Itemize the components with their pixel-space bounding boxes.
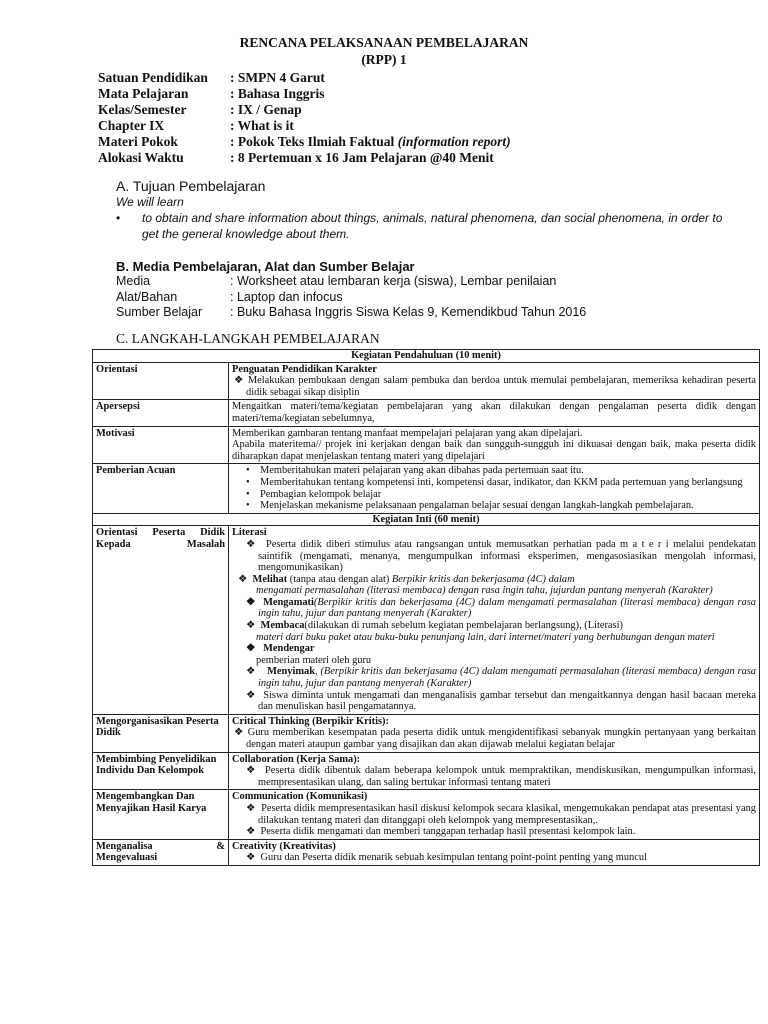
diamond-bullet-icon: ❖ xyxy=(234,727,245,739)
list-item xyxy=(232,597,756,620)
row-content xyxy=(229,752,760,790)
identity-row xyxy=(98,86,511,102)
row-content: Mengaitkan materi/tema/kegiatan pembelajaran yang akan dilakukan dengan pengalaman peserta didik dengan materi/tema/kegiatan sebelumnya, xyxy=(229,400,760,426)
row-label: Orientasi Peserta Didik Kepada Masalah xyxy=(93,526,229,715)
list-item-text: Peserta didik dibentuk dalam beberapa kelompok untuk mempraktikan, mendiskusikan, mengumpulkan informasi, mempresentasikan ulang, dan saling bertukar informasi tentang materi xyxy=(258,765,756,788)
list-item-text: Pembagian kelompok belajar xyxy=(260,488,382,500)
list-item xyxy=(232,500,756,512)
media-label: Alat/Bahan xyxy=(116,290,178,304)
identity-label: Kelas/Semester xyxy=(98,102,187,117)
section-header-inti: Kegiatan Inti (60 menit) xyxy=(93,513,760,526)
table-row xyxy=(93,839,760,865)
content-title: Literasi xyxy=(232,527,267,539)
table-row xyxy=(93,790,760,839)
list-item-text: Peserta didik mengamati dan memberi tanggapan terhadap hasil presentasi kelompok lain. xyxy=(260,826,636,838)
list-item-keyword: Mendengar xyxy=(263,643,315,655)
list-item xyxy=(232,852,756,864)
content-title: Collaboration (Kerja Sama): xyxy=(232,753,361,765)
identity-label: Alokasi Waktu xyxy=(98,150,184,165)
identity-row xyxy=(98,134,511,150)
list-item xyxy=(232,690,756,713)
identity-value: : IX / Genap xyxy=(230,102,302,117)
list-item xyxy=(232,826,756,838)
section-a-heading: A. Tujuan Pembelajaran xyxy=(116,178,266,194)
identity-block xyxy=(98,70,511,166)
identity-label: Mata Pelajaran xyxy=(98,86,189,101)
media-row xyxy=(116,290,343,304)
media-row xyxy=(116,305,586,319)
bullet-icon: • xyxy=(246,465,250,477)
diamond-bullet-icon: ❖ xyxy=(246,852,256,864)
media-value: : Worksheet atau lembaran kerja (siswa), Lembar penilaian xyxy=(230,274,557,288)
row-content xyxy=(229,526,760,715)
list-item xyxy=(232,620,756,632)
table-row xyxy=(93,526,760,715)
list-item-italic: mengamati permasalahan (literasi membaca) dengan rasa ingin tahu, jujurdan pantang menyerah (Karakter) xyxy=(256,585,713,597)
list-item-text: Memberitahukan tentang kompetensi inti, kompetensi dasar, indikator, dan KKM pada pertemuan yang berlangsung xyxy=(260,476,743,488)
diamond-bullet-icon: ❖ xyxy=(246,596,257,608)
list-item xyxy=(232,727,756,750)
table-row xyxy=(93,362,760,400)
diamond-bullet-icon: ❖ xyxy=(246,826,256,838)
section-a-bullet: to obtain and share information about things, animals, natural phenomena, dan social phenomena, in order to get the general knowledge about them. xyxy=(142,211,723,241)
list-item-text: (tanpa atau dengan alat) xyxy=(287,573,392,585)
list-item-keyword: Mengamati xyxy=(263,596,314,608)
table-row xyxy=(93,714,760,752)
list-item-text: Melakukan pembukaan dengan salam pembuka dan berdoa untuk memulai pembelajaran, memeriksa kehadiran peserta didik sebagai sikap disiplin xyxy=(246,375,756,398)
identity-row xyxy=(98,118,511,134)
bullet-icon: • xyxy=(246,476,250,488)
content-text: Memberikan gambaran tentang manfaat mempelajari pelajaran yang akan dipelajari. xyxy=(232,427,583,439)
list-item-text: Guru dan Peserta didik menarik sebuah kesimpulan tentang point-point penting yang muncul xyxy=(260,852,647,864)
media-label: Media xyxy=(116,274,151,288)
row-content xyxy=(229,362,760,400)
row-label: Menganalisa & Mengevaluasi xyxy=(93,839,229,865)
table-row xyxy=(93,513,760,526)
section-header-pendahuluan: Kegiatan Pendahuluan (10 menit) xyxy=(93,350,760,363)
content-title: Penguatan Pendidikan Karakter xyxy=(232,363,377,375)
section-b-heading: B. Media Pembelajaran, Alat dan Sumber Belajar xyxy=(116,259,415,274)
diamond-bullet-icon: ❖ xyxy=(246,666,256,678)
media-row xyxy=(116,274,556,288)
row-content xyxy=(229,839,760,865)
identity-value: : 8 Pertemuan x 16 Jam Pelajaran @40 Menit xyxy=(230,150,494,165)
identity-value: : SMPN 4 Garut xyxy=(230,70,325,85)
row-content xyxy=(229,426,760,464)
list-item-text: Peserta didik mempresentasikan hasil diskusi kelompok secara klasikal, mengemukakan pendapat atas presentasi yang dilakukan tentang materi dan ditanggapi oleh kelompok yang mempresentasikan,. xyxy=(258,802,756,826)
list-item-italic: materi dari buku paket atau buku-buku penunjang lain, dari internet/materi yang berhubungan dengan materi xyxy=(256,631,715,643)
table-row xyxy=(93,350,760,363)
table-row xyxy=(93,426,760,464)
section-c-heading: C. LANGKAH-LANGKAH PEMBELAJARAN xyxy=(116,331,380,346)
diamond-bullet-icon: ❖ xyxy=(246,765,257,777)
list-item-keyword: Membaca xyxy=(260,620,305,632)
row-label: Pemberian Acuan xyxy=(93,464,229,513)
list-item xyxy=(232,574,756,586)
identity-row xyxy=(98,70,511,86)
list-item xyxy=(232,465,756,477)
table-row xyxy=(93,752,760,790)
media-label: Sumber Belajar xyxy=(116,305,203,319)
identity-row xyxy=(98,150,511,166)
identity-label: Satuan Pendidikan xyxy=(98,70,208,85)
diamond-bullet-icon: ❖ xyxy=(234,375,245,387)
list-item-text: Siswa diminta untuk mengamati dan menganalisis gambar tersebut dan mengaitkannya dengan hasil bacaan mereka dan menuliskan hasil pengamatannya. xyxy=(258,689,756,713)
identity-value: : Bahasa Inggris xyxy=(230,86,325,101)
identity-row xyxy=(98,102,511,118)
section-a-intro: We will learn xyxy=(116,195,184,209)
content-title: Critical Thinking (Berpikir Kritis): xyxy=(232,715,389,727)
media-value: : Laptop dan infocus xyxy=(230,290,343,304)
document-title: RENCANA PELAKSANAAN PEMBELAJARAN xyxy=(239,35,529,50)
steps-table xyxy=(92,349,760,866)
list-item xyxy=(232,375,756,398)
list-item xyxy=(232,803,756,826)
list-item-text: pemberian materi oleh guru xyxy=(256,654,372,666)
identity-value: : Pokok Teks Ilmiah Faktual xyxy=(230,134,395,149)
list-item xyxy=(232,765,756,788)
diamond-bullet-icon: ❖ xyxy=(238,573,248,585)
row-content xyxy=(229,714,760,752)
diamond-bullet-icon: ❖ xyxy=(246,802,256,814)
bullet-icon: • xyxy=(246,488,250,500)
identity-label: Chapter IX xyxy=(98,118,165,133)
list-item-text: Memberitahukan materi pelajaran yang akan dibahas pada pertemuan saat itu. xyxy=(260,465,584,477)
list-item-keyword: Melihat xyxy=(252,573,288,585)
row-content xyxy=(229,464,760,513)
document-subtitle: (RPP) 1 xyxy=(361,52,407,67)
content-title: Communication (Komunikasi) xyxy=(232,791,368,803)
table-row xyxy=(93,464,760,513)
content-title: Creativity (Kreativitas) xyxy=(232,840,336,852)
diamond-bullet-icon: ❖ xyxy=(246,689,257,701)
row-label: Apersepsi xyxy=(93,400,229,426)
diamond-bullet-icon: ❖ xyxy=(246,538,258,550)
identity-value-italic: (information report) xyxy=(397,134,511,149)
table-row xyxy=(93,400,760,426)
list-item xyxy=(232,539,756,574)
list-item-italic: , (Berpikir kritis dan bekerjasama (4C) dalam mengamati permasalahan (literasi membaca) dengan rasa ingin tahu, jujur dan pantang menyerah (Karakter) xyxy=(258,666,757,690)
list-item xyxy=(232,666,756,689)
list-item xyxy=(232,477,756,489)
bullet-icon: • xyxy=(116,211,121,225)
content-text: Apabila materitema// projek ini kerjakan dengan baik dan sungguh-sungguh ini dikuasai dengan baik, maka peserta didik diharapkan dapat menjelaskan tentang materi yang dipelajari xyxy=(232,439,756,462)
identity-label: Materi Pokok xyxy=(98,134,178,149)
row-label: Mengembangkan Dan Menyajikan Hasil Karya xyxy=(93,790,229,839)
identity-value: : What is it xyxy=(230,118,294,133)
row-content xyxy=(229,790,760,839)
row-label: Membimbing Penyelidikan Individu Dan Kelompok xyxy=(93,752,229,790)
row-label: Orientasi xyxy=(93,362,229,400)
bullet-icon: • xyxy=(246,500,250,512)
list-item xyxy=(232,643,756,655)
list-item-keyword: Menyimak xyxy=(267,666,315,678)
media-value: : Buku Bahasa Inggris Siswa Kelas 9, Kemendikbud Tahun 2016 xyxy=(230,305,587,319)
list-item-italic: (Berpikir kritis dan bekerjasama (4C) dalam mengamati permasalahan (literasi membaca) dengan rasa ingin tahu, jujur dan pantang menyerah (Karakter) xyxy=(258,596,756,620)
list-item-text: (dilakukan di rumah sebelum kegiatan pembelajaran berlangsung), (Literasi) xyxy=(304,620,623,632)
row-label: Motivasi xyxy=(93,426,229,464)
list-item-text: Peserta didik diberi stimulus atau rangsangan untuk memusatkan perhatian pada m a t e r i melalui pendekatan saintifik (mengamati, menanya, mengumpulkan informasi eksperimen, mengasosiasikan mengolah informasi, mengomunikasikan) xyxy=(258,538,756,574)
row-label: Mengorganisasikan Peserta Didik xyxy=(93,714,229,752)
diamond-bullet-icon: ❖ xyxy=(246,620,256,632)
list-item xyxy=(232,489,756,501)
list-item-text: Menjelaskan mekanisme pelaksanaan pengalaman belajar sesuai dengan langkah-langkah pembelajaran. xyxy=(260,500,694,512)
diamond-bullet-icon: ❖ xyxy=(246,643,256,655)
list-item-italic: Berpikir kritis dan bekerjasama (4C) dalam xyxy=(391,573,575,585)
list-item-text: Guru memberikan kesempatan pada peserta didik untuk mengidentifikasi sebanyak mungkin pertanyaan yang berkaitan dengan materi ataupun gambar yang disajikan dan akan dijawab melalui kegiatan belajar xyxy=(246,727,756,750)
